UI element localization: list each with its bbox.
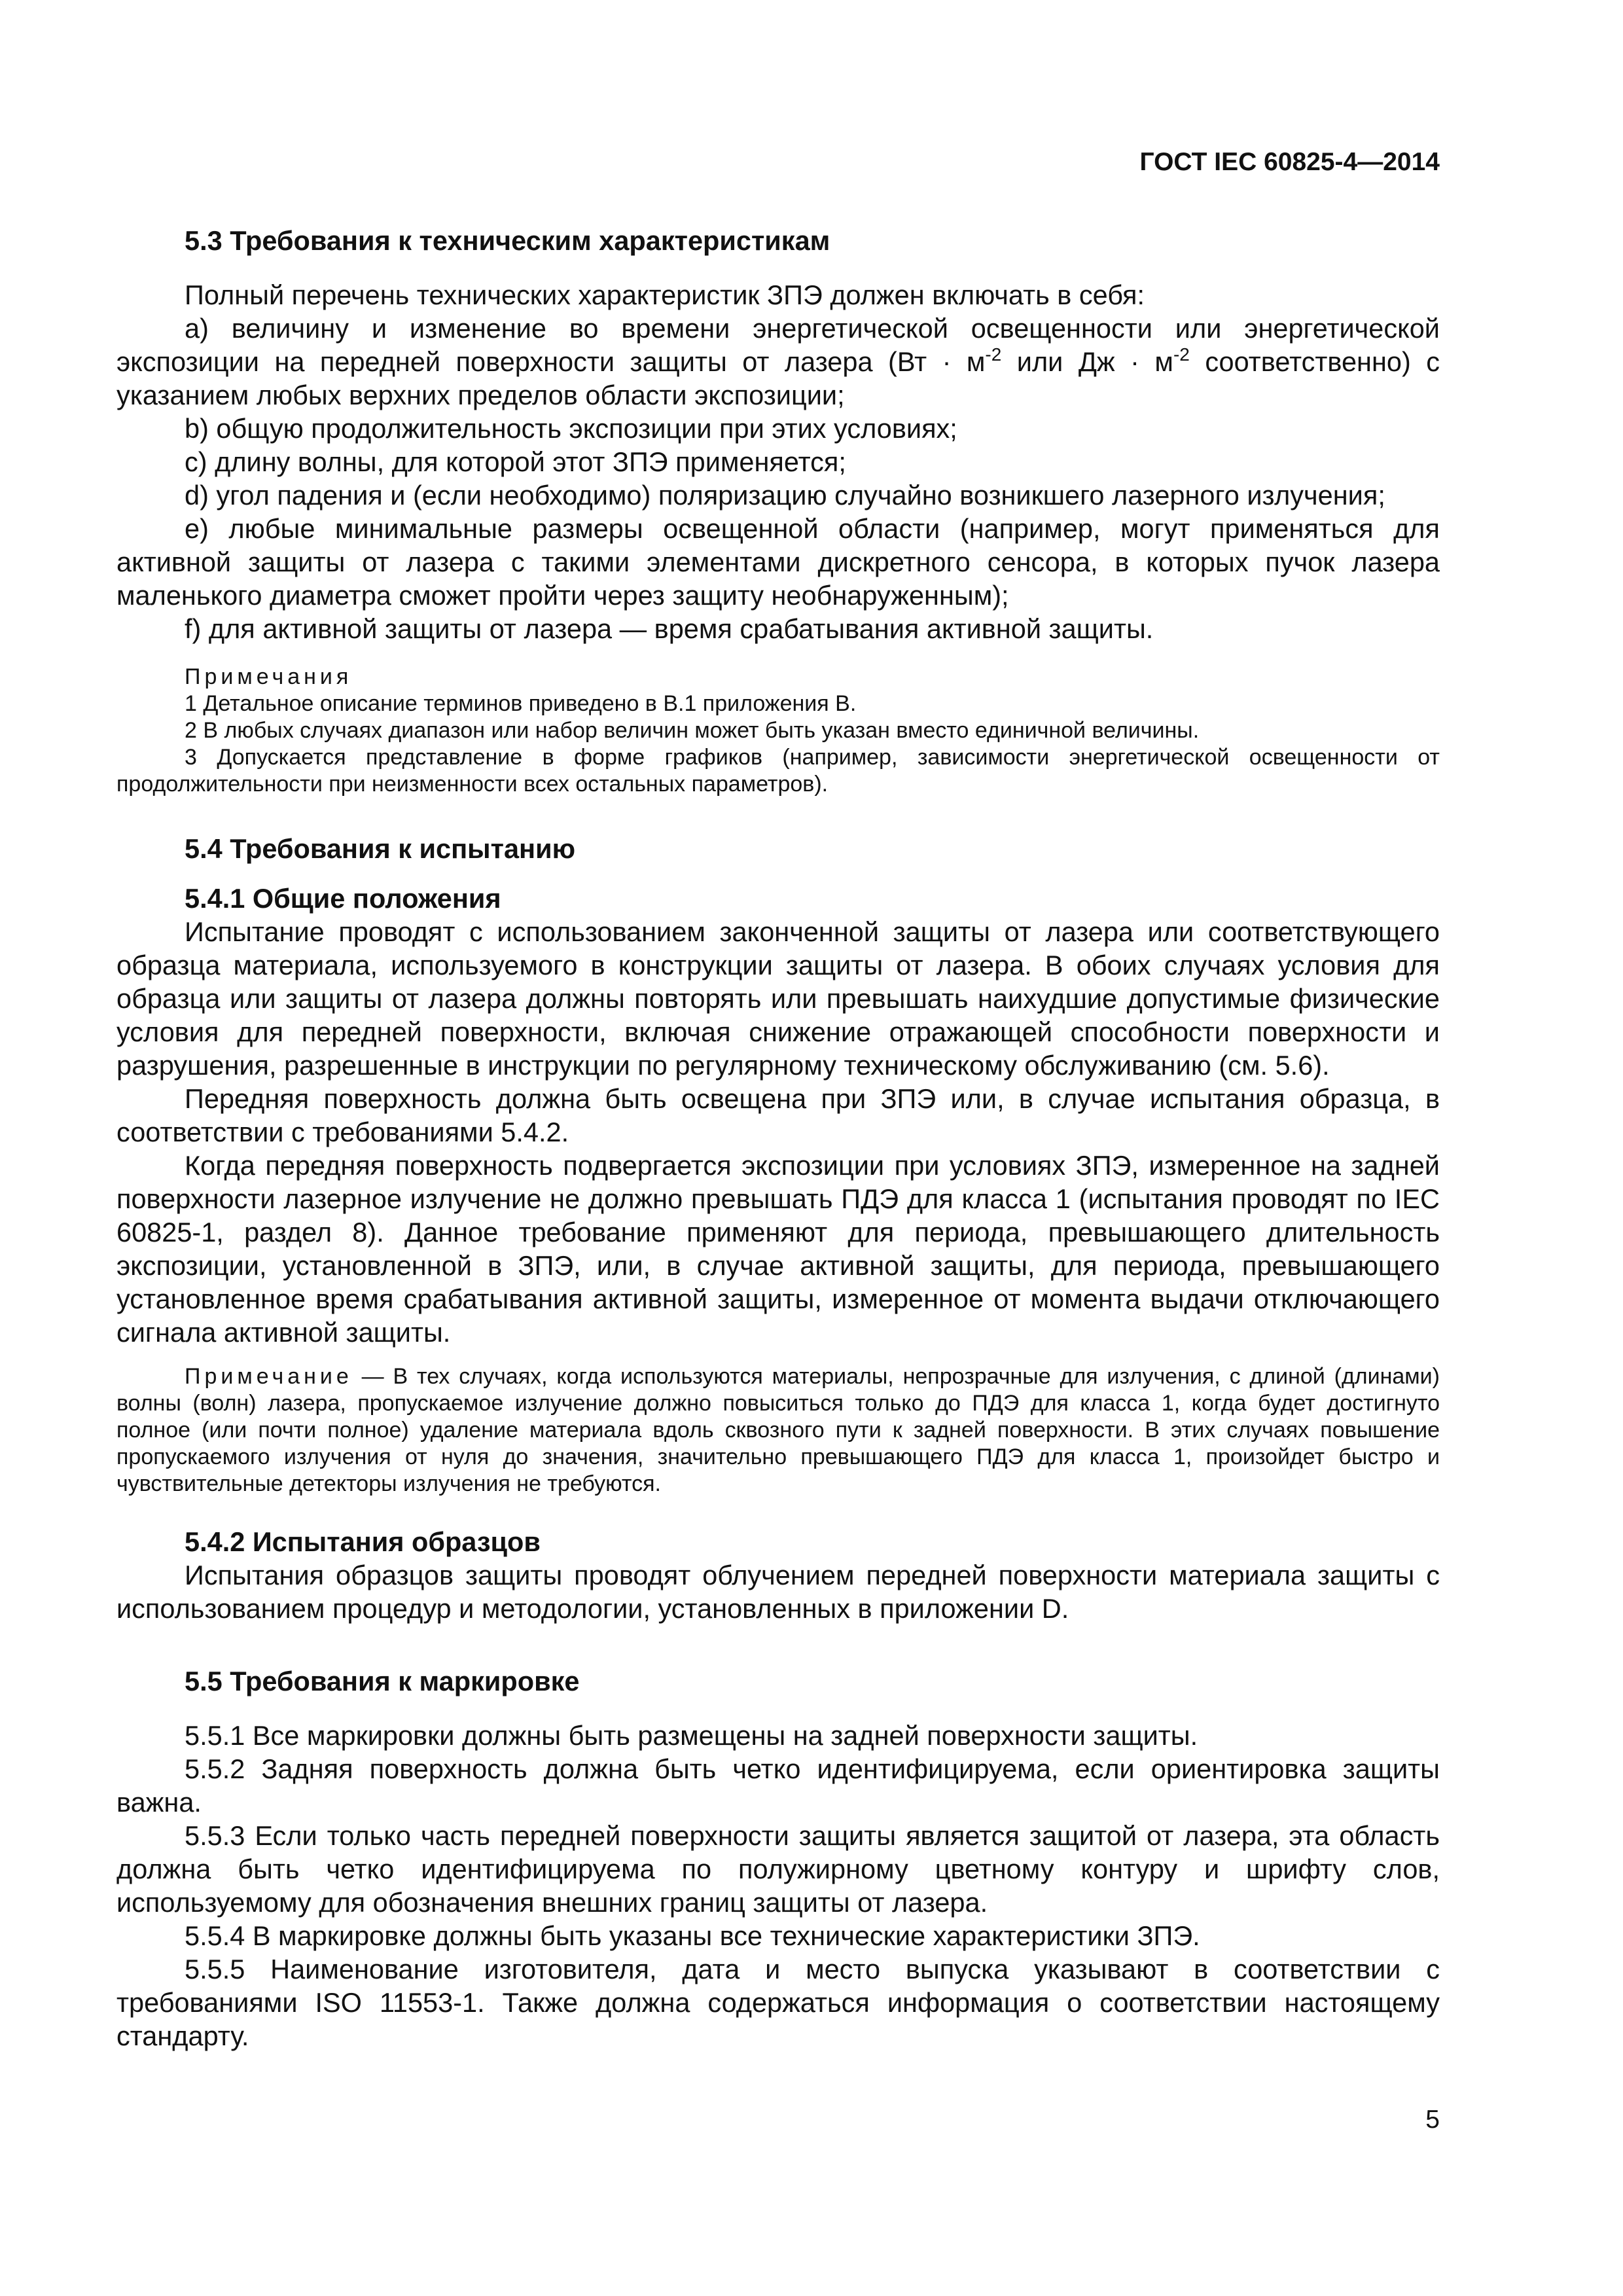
s55-item-3: 5.5.3 Если только часть передней поверхности защиты является защитой от лазера, эта область должна быть четко идентифицируема по полужирному цветному контуру и шрифту слов, используемому для обозначения внешних границ защиты от лазера. <box>116 1820 1440 1918</box>
s53-notes-title-text: Примечания <box>185 664 353 689</box>
s542-paragraph: Испытания образцов защиты проводят облучением передней поверхности материала защиты с использованием процедур и методологии, установленных в приложении D. <box>116 1560 1440 1624</box>
s53-item-a-sup2: -2 <box>1173 344 1190 365</box>
s55-item-2: 5.5.2 Задняя поверхность должна быть четко идентифицируема, если ориентировка защиты важна. <box>116 1753 1440 1818</box>
s53-note-2: 2 В любых случаях диапазон или набор величин может быть указан вместо единичной величины. <box>185 718 1200 743</box>
s55-item-1: 5.5.1 Все маркировки должны быть размещены на задней поверхности защиты. <box>185 1720 1198 1751</box>
page-number: 5 <box>1425 2106 1440 2134</box>
section-5-4-1-title: 5.4.1 Общие положения <box>185 883 501 914</box>
s53-item-b: b) общую продолжительность экспозиции при этих условиях; <box>185 413 957 444</box>
s53-item-c: с) длину волны, для которой этот ЗПЭ применяется; <box>185 446 846 477</box>
s53-intro: Полный перечень технических характеристик ЗПЭ должен включать в себя: <box>185 279 1145 310</box>
section-5-4-title: 5.4 Требования к испытанию <box>185 833 576 864</box>
s541-note <box>116 1363 1440 1498</box>
s53-note-1: 1 Детальное описание терминов приведено в В.1 приложения В. <box>185 691 857 716</box>
s541-paragraph-1: Испытание проводят с использованием законченной защиты от лазера или соответствующего образца материала, используемого в конструкции защиты от лазера. В обоих случаях условия для образца или защиты от лазера должны повторять или превышать наихудшие допустимые физические условия для передней поверхности, включая снижение отражающей способности поверхности и разрушения, разрешенные в инструкции по регулярному техническому обслуживанию (см. 5.6). <box>116 916 1440 1081</box>
s55-item-5: 5.5.5 Наименование изготовителя, дата и место выпуска указывают в соответствии с требованиями ISO 11553-1. Также должна содержаться информация о соответствии настоящему стандарту. <box>116 1954 1440 2051</box>
s53-notes-title <box>116 664 1440 691</box>
s541-note-text: — В тех случаях, когда используются материалы, непрозрачные для излучения, с длиной (длинами) волны (волн) лазера, пропускаемое излучение должно повыситься только до ПДЭ для класса 1, когда будет достигнуто полное (или почти полное) удаление материала вдоль сквозного пути к задней поверхности. В этих случаях повышение пропускаемого излучения от нуля до значения, значительно превышающего ПДЭ для класса 1, произойдет быстро и чувствительные детекторы излучения не требуются. <box>116 1364 1440 1496</box>
s53-item-e: е) любые минимальные размеры освещенной области (например, могут применяться для активной защиты от лазера с такими элементами дискретного сенсора, в которых пучок лазера маленького диаметра сможет пройти через защиту необнаруженным); <box>116 513 1440 611</box>
s541-paragraph-3: Когда передняя поверхность подвергается экспозиции при условиях ЗПЭ, измеренное на задней поверхности лазерное излучение не должно превышать ПДЭ для класса 1 (испытания проводят по IEC 60825-1, раздел 8). Данное требование применяют для периода, превышающего длительность экспозиции, установленной в ЗПЭ, или, в случае активной защиты, для периода, превышающего установленное время срабатывания активной защиты, измеренное от момента выдачи отключающего сигнала активной защиты. <box>116 1150 1440 1348</box>
section-5-5-title: 5.5 Требования к маркировке <box>185 1666 580 1696</box>
s541-paragraph-2: Передняя поверхность должна быть освещена при ЗПЭ или, в случае испытания образца, в соответствии с требованиями 5.4.2. <box>116 1083 1440 1147</box>
section-5-3-title: 5.3 Требования к техническим характеристикам <box>185 225 830 256</box>
standard-header: ГОСТ IEC 60825-4—2014 <box>1139 148 1440 176</box>
s53-item-a <box>116 312 1440 412</box>
page-content <box>116 141 1440 2053</box>
section-5-4-2-title: 5.4.2 Испытания образцов <box>185 1526 541 1557</box>
s53-item-d: d) угол падения и (если необходимо) поляризацию случайно возникшего лазерного излучения; <box>185 480 1385 511</box>
s53-item-a-sup1: -2 <box>985 344 1002 365</box>
s55-item-4: 5.5.4 В маркировке должны быть указаны все технические характеристики ЗПЭ. <box>185 1920 1200 1951</box>
s53-note-3: 3 Допускается представление в форме графиков (например, зависимости энергетической освещенности от продолжительности при неизменности всех остальных параметров). <box>116 745 1440 797</box>
s53-item-f: f) для активной защиты от лазера — время срабатывания активной защиты. <box>185 613 1154 644</box>
s53-item-a-part2: или Дж · м <box>1001 346 1173 377</box>
s541-note-label: Примечание <box>185 1364 353 1389</box>
s53-item-a-part3: соответственно) с указанием любых верхних пределов области экспозиции; <box>116 346 1440 410</box>
s53-item-a-part1: а) величину и изменение во времени энергетической освещенности или энергетической экспозиции на передней поверхности защиты от лазера (Вт · м <box>116 313 1440 377</box>
